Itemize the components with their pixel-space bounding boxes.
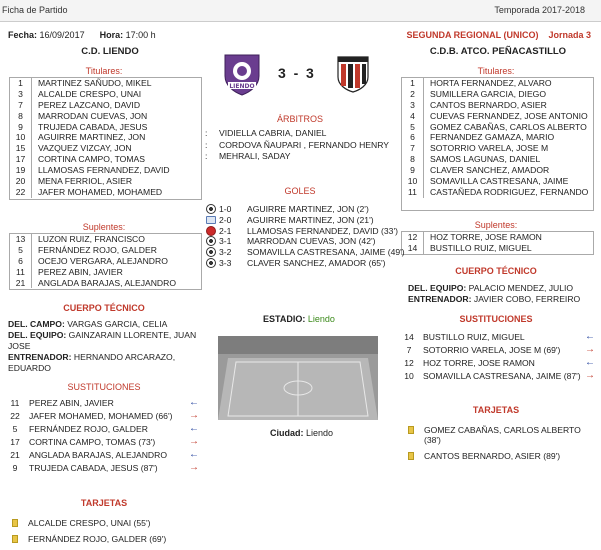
player-number: 5 (10, 245, 32, 256)
player-name[interactable]: MENA FERRIOL, ASIER (38, 176, 133, 187)
home-team-name: C.D. LIENDO (81, 46, 139, 57)
arrow-left-icon: ← (585, 331, 595, 342)
staff-name: VARGAS GARCIA, CELIA (67, 319, 168, 329)
sub-number: 11 (10, 398, 20, 408)
player-row[interactable] (10, 187, 201, 198)
sub-player[interactable]: CORTINA CAMPO, TOMAS (73') (29, 437, 156, 447)
player-row[interactable] (402, 111, 593, 122)
staff-role: DEL. EQUIPO: (408, 283, 467, 293)
goal-score: 3-3 (219, 257, 232, 268)
goal-row (206, 226, 405, 237)
player-number: 7 (10, 100, 32, 111)
staff-name: HERNANDO ARCARAZO, EDUARDO (8, 352, 176, 373)
home-crest-icon (222, 52, 262, 98)
goal-scorer[interactable]: LLAMOSAS FERNANDEZ, DAVID (33') (247, 225, 398, 236)
round-label: Jornada 3 (548, 30, 591, 40)
player-name[interactable]: TRUJEDA CABADA, JESUS (38, 121, 148, 132)
staff-row (8, 330, 198, 352)
substitution-row (4, 463, 200, 473)
home-crest-text: LIENDO (229, 83, 255, 90)
player-name[interactable]: MARTINEZ SAÑUDO, MIKEL (38, 78, 152, 88)
staff-role: ENTRENADOR: (8, 352, 72, 362)
sub-number: 21 (10, 450, 20, 460)
staff-role: ENTRENADOR: (408, 294, 472, 304)
player-name[interactable]: PEREZ ABIN, JAVIER (38, 266, 123, 277)
player-name[interactable]: FERNANDEZ GAMAZA, MARIO (430, 132, 555, 143)
player-name[interactable]: SOMAVILLA CASTRESANA, JAIME (430, 176, 569, 187)
substitution-row (4, 398, 200, 408)
player-row[interactable] (10, 278, 201, 289)
arrow-right-icon: → (585, 370, 595, 381)
player-number: 22 (10, 187, 32, 198)
staff-row (8, 352, 198, 374)
home-starters-title: Titulares: (85, 66, 123, 76)
sub-player[interactable]: JAFER MOHAMED, MOHAMED (66') (29, 411, 173, 421)
player-number: 10 (10, 132, 32, 143)
away-cards-list (408, 425, 598, 467)
away-starters-list (401, 77, 594, 211)
player-number: 14 (402, 243, 424, 254)
competition-name: SEGUNDA REGIONAL (UNICO) (406, 30, 539, 40)
player-row[interactable] (402, 165, 593, 176)
sub-player[interactable]: SOTORRIO VARELA, JOSE M (69') (423, 345, 561, 355)
player-number: 1 (10, 78, 32, 89)
referee-row (205, 151, 389, 163)
away-staff-title: CUERPO TÉCNICO (455, 266, 537, 276)
card-row (12, 518, 208, 528)
match-date (8, 30, 156, 40)
player-row[interactable] (10, 111, 201, 122)
header-goal-icon (206, 216, 216, 224)
season-label: Temporada 2017-2018 (494, 5, 585, 15)
home-changes-title: SUSTITUCIONES (67, 382, 141, 392)
player-number: 6 (10, 256, 32, 267)
card-row (408, 425, 598, 445)
player-row[interactable] (402, 187, 593, 198)
referee-name: VIDIELLA CABRIA, DANIEL (219, 128, 327, 138)
sub-number: 5 (12, 424, 18, 434)
player-name[interactable]: BUSTILLO RUIZ, MIGUEL (430, 242, 532, 253)
referee-name: CORDOVA ÑAUPARI , FERNANDO HENRY (219, 139, 389, 150)
player-row[interactable] (402, 232, 593, 243)
goal-score: 2-1 (219, 225, 232, 236)
referee-name: MEHRALI, SADAY (219, 151, 291, 161)
scoreboard (278, 65, 314, 81)
sub-number: 22 (10, 411, 20, 421)
player-row[interactable] (10, 165, 201, 176)
staff-row (408, 294, 598, 305)
football-icon (206, 247, 216, 257)
player-name[interactable]: OCEJO VERGARA, ALEJANDRO (38, 255, 168, 266)
goal-score: 3-1 (219, 236, 232, 247)
goal-scorer[interactable]: SOMAVILLA CASTRESANA, JAIME (49') (247, 247, 405, 258)
date-value: 16/09/2017 (39, 30, 85, 40)
sub-player[interactable]: HOZ TORRE, JOSE RAMON (423, 358, 535, 368)
player-number: 12 (402, 232, 424, 243)
home-cards-list (12, 518, 208, 550)
sub-number: 17 (10, 437, 20, 447)
player-name[interactable]: LLAMOSAS FERNANDEZ, DAVID (38, 165, 170, 176)
arrow-left-icon: ← (189, 397, 199, 408)
away-staff-list (408, 283, 598, 305)
player-number: 3 (10, 89, 32, 100)
referee-row (205, 140, 389, 152)
player-row[interactable] (10, 245, 201, 256)
referee-sep: : (205, 139, 208, 150)
player-row[interactable] (10, 78, 201, 89)
player-number: 3 (402, 100, 424, 111)
player-row[interactable] (402, 143, 593, 154)
player-row[interactable] (402, 78, 593, 89)
goal-score: 3-2 (219, 247, 232, 258)
player-number: 15 (10, 143, 32, 154)
sub-number: 10 (404, 371, 414, 381)
city-label: Ciudad: (270, 428, 304, 438)
player-name[interactable]: CLAVER SANCHEZ, AMADOR (430, 165, 550, 176)
substitution-row (398, 358, 596, 368)
player-name[interactable]: ALCALDE CRESPO, UNAI (38, 88, 142, 99)
goal-row (206, 258, 405, 269)
away-subs-title: Suplentes: (474, 220, 518, 230)
referee-sep: : (205, 128, 208, 138)
referee-row (205, 128, 389, 140)
sub-number: 9 (12, 463, 18, 473)
city-info (270, 428, 333, 438)
player-row[interactable] (402, 132, 593, 143)
score-away: 3 (306, 65, 314, 81)
football-icon (206, 236, 216, 246)
goal-row (206, 247, 405, 258)
stadium-info (263, 314, 335, 324)
header-bar (0, 0, 601, 22)
arrow-left-icon: ← (189, 423, 199, 434)
staff-name: JAVIER COBO, FERREIRO (473, 294, 581, 304)
player-number: 1 (402, 78, 424, 89)
home-subs-title: Suplentes: (82, 222, 126, 232)
sub-player[interactable]: SOMAVILLA CASTRESANA, JAIME (87') (423, 371, 581, 381)
time-label: Hora: (99, 30, 124, 40)
card-player[interactable]: FERNÁNDEZ ROJO, GALDER (69') (28, 534, 167, 544)
goals-list (206, 204, 405, 269)
sub-number: 7 (406, 345, 412, 355)
referees-title: ÁRBITROS (276, 114, 323, 124)
substitution-row (4, 437, 200, 447)
player-row[interactable] (10, 256, 201, 267)
player-name[interactable]: MARRODAN CUEVAS, JON (38, 110, 148, 121)
player-name[interactable]: SOTORRIO VARELA, JOSE M (430, 143, 549, 154)
sub-player[interactable]: BUSTILLO RUIZ, MIGUEL (423, 332, 525, 342)
player-name[interactable]: ANGLADA BARAJAS, ALEJANDRO (38, 277, 177, 288)
player-name[interactable]: VAZQUEZ VIZCAY, JON (38, 143, 132, 154)
player-row[interactable] (10, 100, 201, 111)
staff-role: DEL. CAMPO: (8, 319, 65, 329)
player-name[interactable]: JAFER MOHAMED, MOHAMED (38, 186, 163, 197)
home-changes-list (4, 398, 200, 476)
player-name[interactable]: CORTINA CAMPO, TOMAS (38, 154, 145, 165)
player-number: 13 (10, 234, 32, 245)
player-number: 17 (10, 154, 32, 165)
goal-scorer[interactable]: AGUIRRE MARTINEZ, JON (2') (247, 204, 369, 214)
player-number: 9 (402, 165, 424, 176)
competition (406, 30, 591, 40)
player-row[interactable] (402, 176, 593, 187)
player-number: 20 (10, 176, 32, 187)
sub-player[interactable]: FERNÁNDEZ ROJO, GALDER (29, 424, 148, 434)
goal-scorer[interactable]: CLAVER SANCHEZ, AMADOR (65') (247, 257, 386, 268)
player-number: 8 (10, 111, 32, 122)
player-row[interactable] (10, 154, 201, 165)
player-number: 8 (402, 154, 424, 165)
player-row[interactable] (10, 89, 201, 100)
staff-name: PALACIO MENDEZ, JULIO (468, 283, 574, 293)
player-number: 2 (402, 89, 424, 100)
substitution-row (398, 345, 596, 355)
player-row[interactable] (402, 243, 593, 254)
substitution-row (398, 371, 596, 381)
referee-sep: : (205, 151, 208, 161)
home-starters-list (9, 77, 202, 200)
penalty-ball-icon (206, 226, 216, 236)
player-row[interactable] (10, 132, 201, 143)
sub-number: 12 (404, 358, 414, 368)
arrow-right-icon: → (585, 344, 595, 355)
card-player[interactable]: GOMEZ CABAÑAS, CARLOS ALBERTO (38') (424, 425, 581, 445)
goal-scorer[interactable]: MARRODAN CUEVAS, JON (42') (247, 236, 376, 247)
player-name[interactable]: LUZON RUIZ, FRANCISCO (38, 234, 145, 244)
home-staff-list (8, 319, 198, 374)
staff-row (8, 319, 198, 330)
player-row[interactable] (10, 143, 201, 154)
player-row[interactable] (402, 122, 593, 133)
goal-row (206, 215, 405, 226)
staff-role: DEL. EQUIPO: (8, 330, 67, 340)
away-subs-list (401, 231, 594, 255)
player-number: 9 (10, 122, 32, 133)
player-row[interactable] (10, 234, 201, 245)
player-name[interactable]: FERNÁNDEZ ROJO, GALDER (38, 244, 157, 255)
away-cards-title: TARJETAS (472, 405, 520, 415)
player-name[interactable]: SAMOS LAGUNAS, DANIEL (430, 154, 541, 165)
away-changes-title: SUSTITUCIONES (459, 314, 533, 324)
player-number: 4 (402, 111, 424, 122)
score-sep: - (293, 65, 299, 81)
card-player[interactable]: CANTOS BERNARDO, ASIER (89') (424, 451, 561, 461)
stadium-label: ESTADIO: (263, 314, 306, 324)
card-row (408, 451, 598, 461)
player-name[interactable]: CANTOS BERNARDO, ASIER (430, 99, 547, 110)
away-crest-icon (336, 55, 370, 95)
yellow-card-icon (12, 519, 18, 527)
home-cards-title: TARJETAS (80, 498, 128, 508)
goal-scorer[interactable]: AGUIRRE MARTINEZ, JON (21') (247, 214, 374, 225)
staff-name: GAINZARAIN LLORENTE, JUAN JOSE (8, 330, 197, 351)
yellow-card-icon (408, 426, 414, 434)
player-row[interactable] (402, 154, 593, 165)
arrow-left-icon: ← (585, 357, 595, 368)
sub-player[interactable]: PEREZ ABIN, JAVIER (29, 398, 114, 408)
date-label: Fecha: (8, 30, 38, 40)
home-subs-list (9, 233, 202, 290)
player-number: 7 (402, 143, 424, 154)
player-row[interactable] (402, 89, 593, 100)
away-starters-title: Titulares: (477, 66, 515, 76)
player-row[interactable] (10, 122, 201, 133)
away-changes-list (398, 332, 596, 384)
substitution-row (4, 411, 200, 421)
player-number: 11 (402, 187, 424, 198)
goal-score: 1-0 (219, 204, 232, 214)
stadium-image (218, 336, 378, 420)
player-name[interactable]: PEREZ LAZCANO, DAVID (38, 99, 141, 110)
score-home: 3 (278, 65, 286, 81)
player-number: 10 (402, 176, 424, 187)
card-row (12, 534, 208, 544)
sub-player[interactable]: TRUJEDA CABADA, JESUS (87') (29, 463, 158, 473)
goal-score: 2-0 (219, 214, 232, 225)
arrow-right-icon: → (189, 462, 199, 473)
player-name[interactable]: GOMEZ CABAÑAS, CARLOS ALBERTO (430, 121, 587, 132)
player-row[interactable] (10, 267, 201, 278)
substitution-row (398, 332, 596, 342)
yellow-card-icon (408, 452, 414, 460)
player-name[interactable]: CUEVAS FERNANDEZ, JOSE ANTONIO (430, 110, 588, 121)
player-name[interactable]: AGUIRRE MARTINEZ, JON (38, 132, 146, 143)
yellow-card-icon (12, 535, 18, 543)
goal-row (206, 204, 405, 215)
city-value: Liendo (306, 428, 334, 438)
away-team-name: C.D.B. ATCO. PEÑACASTILLO (429, 46, 567, 57)
football-icon (206, 204, 216, 214)
player-row[interactable] (402, 100, 593, 111)
card-player[interactable]: ALCALDE CRESPO, UNAI (55') (28, 518, 151, 528)
player-number: 19 (10, 165, 32, 176)
player-row[interactable] (10, 176, 201, 187)
player-number: 11 (10, 267, 32, 278)
player-number: 21 (10, 278, 32, 289)
substitution-row (4, 424, 200, 434)
time-value: 17:00 h (125, 30, 156, 40)
home-staff-title: CUERPO TÉCNICO (63, 303, 145, 313)
player-number: 6 (402, 132, 424, 143)
sub-player[interactable]: ANGLADA BARAJAS, ALEJANDRO (29, 450, 168, 460)
stadium-link[interactable]: Liendo (307, 314, 335, 324)
goal-row (206, 236, 405, 247)
player-number: 5 (402, 122, 424, 133)
arrow-right-icon: → (189, 436, 199, 447)
page-title: Ficha de Partido (2, 5, 68, 15)
arrow-left-icon: ← (189, 449, 199, 460)
referees-list (205, 128, 389, 163)
substitution-row (4, 450, 200, 460)
football-icon (206, 258, 216, 268)
player-name[interactable]: CASTAÑEDA RODRIGUEZ, FERNANDO (430, 186, 589, 197)
player-name[interactable]: HOZ TORRE, JOSE RAMON (430, 232, 542, 242)
sub-number: 14 (404, 332, 414, 342)
goals-title: GOLES (284, 186, 316, 196)
player-name[interactable]: HORTA FERNANDEZ, ALVARO (430, 78, 552, 88)
player-name[interactable]: SUMILLERA GARCIA, DIEGO (430, 88, 547, 99)
arrow-right-icon: → (189, 410, 199, 421)
staff-row (408, 283, 598, 294)
